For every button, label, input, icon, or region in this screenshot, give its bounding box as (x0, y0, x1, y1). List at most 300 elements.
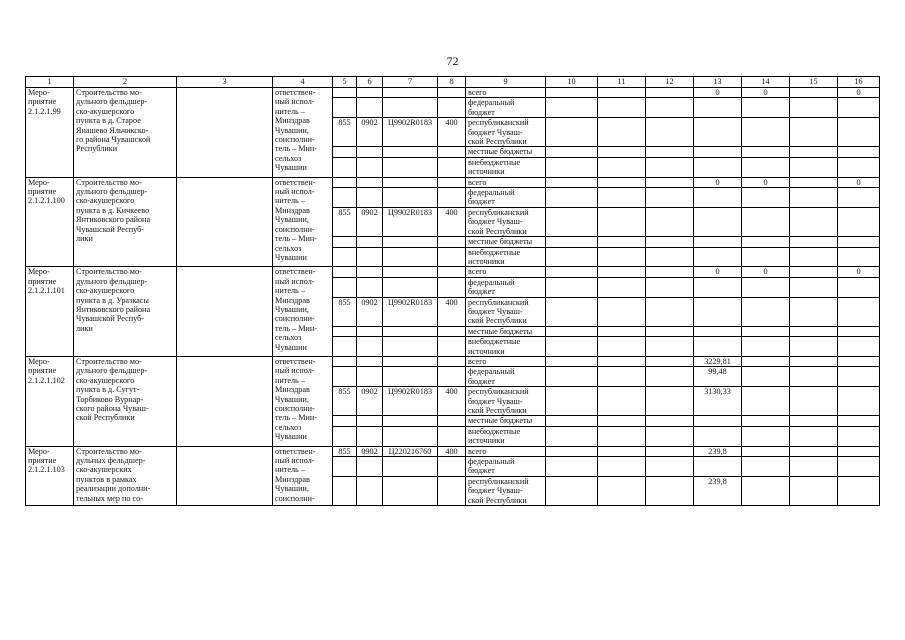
grbs-code (333, 147, 357, 157)
funding-source: всего (466, 177, 546, 187)
grbs-code: 855 (333, 446, 357, 456)
grbs-code (333, 157, 357, 177)
section-code (357, 337, 383, 357)
year-value (742, 188, 790, 208)
year-value (790, 457, 838, 477)
expense-group (438, 356, 466, 366)
year-value (742, 237, 790, 247)
target-article: Ц220216760 (383, 446, 438, 456)
year-value (646, 416, 694, 426)
year-value (646, 177, 694, 187)
year-value: 0 (694, 88, 742, 98)
year-value (790, 207, 838, 236)
section-code (357, 367, 383, 387)
year-value: 3229,81 (694, 356, 742, 366)
expense-group (438, 147, 466, 157)
section-code (357, 426, 383, 446)
year-value (598, 147, 646, 157)
year-value (598, 367, 646, 387)
year-value (694, 247, 742, 267)
year-value (838, 237, 880, 247)
year-value (646, 147, 694, 157)
year-value (790, 297, 838, 326)
year-value (694, 118, 742, 147)
measure-name: Строительство мо- дульного фельдшер- ско-акушерского пункта в д. Сугут- Торбиково Вурнар- ского района Чуваш- ской Республики (74, 356, 177, 446)
expense-group (438, 326, 466, 336)
year-value (742, 297, 790, 326)
year-value (790, 337, 838, 357)
grbs-code (333, 337, 357, 357)
year-value (598, 118, 646, 147)
grbs-code (333, 356, 357, 366)
section-code: 0902 (357, 446, 383, 456)
section-code (357, 356, 383, 366)
year-value: 0 (742, 177, 790, 187)
year-value (838, 356, 880, 366)
year-value (598, 416, 646, 426)
expense-group (438, 416, 466, 426)
year-value (546, 177, 598, 187)
column-3-cell (177, 446, 273, 505)
year-value (838, 247, 880, 267)
year-value (742, 98, 790, 118)
table-row (26, 446, 880, 456)
measure-code: Меро- приятие 2.1.2.1.101 (26, 267, 74, 357)
column-number-12: 12 (646, 77, 694, 88)
year-value (598, 356, 646, 366)
column-number-1: 1 (26, 77, 74, 88)
year-value (646, 446, 694, 456)
section-code (357, 237, 383, 247)
year-value (790, 157, 838, 177)
year-value (694, 297, 742, 326)
column-number-11: 11 (598, 77, 646, 88)
year-value (646, 98, 694, 118)
year-value (838, 426, 880, 446)
year-value (546, 207, 598, 236)
column-number-10: 10 (546, 77, 598, 88)
grbs-code (333, 247, 357, 267)
year-value (742, 426, 790, 446)
executor: ответствен- ный испол- нитель – Минздрав Чувашии, соисполни- тель – Мин- сельхоз Чувашии (273, 356, 333, 446)
year-value: 0 (742, 88, 790, 98)
year-value (790, 247, 838, 267)
year-value (546, 247, 598, 267)
grbs-code (333, 237, 357, 247)
executor: ответствен- ный испол- нитель – Минздрав Чувашии, соисполни- тель – Мин- сельхоз Чувашии (273, 267, 333, 357)
target-article (383, 147, 438, 157)
expense-group: 400 (438, 387, 466, 416)
funding-source: всего (466, 446, 546, 456)
year-value (694, 157, 742, 177)
funding-source: всего (466, 267, 546, 277)
year-value (694, 277, 742, 297)
target-article (383, 98, 438, 118)
expense-group (438, 98, 466, 118)
grbs-code (333, 367, 357, 387)
executor: ответствен- ный испол- нитель – Минздрав Чувашии, соисполни- (273, 446, 333, 505)
year-value (598, 237, 646, 247)
target-article: Ц9902R0183 (383, 207, 438, 236)
year-value (742, 416, 790, 426)
year-value (790, 387, 838, 416)
target-article (383, 457, 438, 477)
target-article (383, 356, 438, 366)
funding-source: всего (466, 88, 546, 98)
funding-source: федеральный бюджет (466, 367, 546, 387)
funding-source: федеральный бюджет (466, 98, 546, 118)
year-value (742, 367, 790, 387)
year-value (598, 207, 646, 236)
section-code: 0902 (357, 207, 383, 236)
target-article (383, 367, 438, 387)
year-value (646, 367, 694, 387)
year-value (546, 326, 598, 336)
grbs-code: 855 (333, 297, 357, 326)
target-article (383, 247, 438, 267)
year-value (838, 367, 880, 387)
year-value (546, 356, 598, 366)
year-value (646, 188, 694, 208)
column-number-14: 14 (742, 77, 790, 88)
year-value: 239,8 (694, 446, 742, 456)
target-article (383, 277, 438, 297)
year-value (598, 337, 646, 357)
year-value: 3130,33 (694, 387, 742, 416)
funding-source: федеральный бюджет (466, 457, 546, 477)
year-value (546, 188, 598, 208)
year-value (646, 237, 694, 247)
funding-source: внебюджетные источники (466, 426, 546, 446)
column-number-7: 7 (383, 77, 438, 88)
year-value (790, 367, 838, 387)
year-value (598, 177, 646, 187)
measure-name: Строительство мо- дульных фельдшер- ско-акушерских пунктов в рамках реализации дополни- тельных мер по со- (74, 446, 177, 505)
year-value (546, 367, 598, 387)
column-3-cell (177, 267, 273, 357)
year-value (546, 267, 598, 277)
column-number-15: 15 (790, 77, 838, 88)
expense-group: 400 (438, 297, 466, 326)
year-value (598, 277, 646, 297)
year-value (598, 387, 646, 416)
year-value (790, 177, 838, 187)
year-value (546, 157, 598, 177)
year-value (790, 326, 838, 336)
section-code (357, 157, 383, 177)
funding-source: республиканский бюджет Чуваш- ской Республики (466, 476, 546, 505)
column-number-3: 3 (177, 77, 273, 88)
year-value: 0 (742, 267, 790, 277)
section-code (357, 177, 383, 187)
table-row (26, 356, 880, 366)
grbs-code (333, 426, 357, 446)
year-value (598, 247, 646, 267)
year-value (838, 476, 880, 505)
year-value (598, 476, 646, 505)
year-value (838, 188, 880, 208)
year-value (646, 297, 694, 326)
section-code: 0902 (357, 118, 383, 147)
expense-group (438, 457, 466, 477)
year-value (646, 326, 694, 336)
funding-source: республиканский бюджет Чуваш- ской Республики (466, 118, 546, 147)
section-code (357, 326, 383, 336)
year-value (646, 207, 694, 236)
year-value (546, 118, 598, 147)
year-value (790, 88, 838, 98)
year-value (646, 247, 694, 267)
year-value (838, 446, 880, 456)
year-value (598, 426, 646, 446)
executor: ответствен- ный испол- нитель – Минздрав Чувашии, соисполни- тель – Мин- сельхоз Чувашии (273, 88, 333, 178)
year-value (546, 476, 598, 505)
funding-source: федеральный бюджет (466, 277, 546, 297)
target-article: Ц9902R0183 (383, 118, 438, 147)
column-number-13: 13 (694, 77, 742, 88)
expense-group (438, 476, 466, 505)
expense-group (438, 188, 466, 208)
grbs-code: 855 (333, 118, 357, 147)
year-value (598, 98, 646, 118)
year-value (838, 207, 880, 236)
year-value (790, 356, 838, 366)
target-article: Ц9902R0183 (383, 387, 438, 416)
target-article (383, 416, 438, 426)
year-value: 0 (838, 177, 880, 187)
section-code: 0902 (357, 387, 383, 416)
target-article (383, 157, 438, 177)
target-article (383, 177, 438, 187)
year-value (646, 387, 694, 416)
year-value (646, 457, 694, 477)
expense-group: 400 (438, 207, 466, 236)
section-code (357, 416, 383, 426)
year-value (790, 188, 838, 208)
column-number-9: 9 (466, 77, 546, 88)
grbs-code (333, 98, 357, 118)
table-row (26, 88, 880, 98)
grbs-code (333, 416, 357, 426)
year-value (838, 147, 880, 157)
grbs-code: 855 (333, 387, 357, 416)
year-value (546, 277, 598, 297)
grbs-code (333, 267, 357, 277)
table-row (26, 177, 880, 187)
expense-group (438, 277, 466, 297)
section-code (357, 98, 383, 118)
year-value (646, 426, 694, 446)
expense-group (438, 247, 466, 267)
year-value (838, 326, 880, 336)
year-value: 0 (694, 177, 742, 187)
year-value (790, 267, 838, 277)
measure-code: Меро- приятие 2.1.2.1.100 (26, 177, 74, 267)
section-code (357, 457, 383, 477)
year-value: 0 (838, 88, 880, 98)
target-article: Ц9902R0183 (383, 297, 438, 326)
year-value (742, 118, 790, 147)
year-value (838, 416, 880, 426)
target-article (383, 88, 438, 98)
funding-source: местные бюджеты (466, 416, 546, 426)
grbs-code: 855 (333, 207, 357, 236)
year-value (790, 426, 838, 446)
section-code (357, 88, 383, 98)
section-code (357, 267, 383, 277)
executor: ответствен- ный испол- нитель – Минздрав Чувашии, соисполни- тель – Мин- сельхоз Чувашии (273, 177, 333, 267)
year-value (742, 277, 790, 297)
grbs-code (333, 326, 357, 336)
year-value (790, 476, 838, 505)
column-3-cell (177, 356, 273, 446)
measure-name: Строительство мо- дульного фельдшер- ско-акушерского пункта в д. Кичкеево Янтиковского района Чувашской Респуб- лики (74, 177, 177, 267)
target-article (383, 476, 438, 505)
funding-source: республиканский бюджет Чуваш- ской Республики (466, 207, 546, 236)
section-code (357, 476, 383, 505)
year-value (646, 356, 694, 366)
year-value (694, 188, 742, 208)
year-value (598, 157, 646, 177)
expense-group (438, 337, 466, 357)
year-value (598, 446, 646, 456)
year-value (546, 426, 598, 446)
year-value (646, 267, 694, 277)
year-value (694, 326, 742, 336)
funding-source: местные бюджеты (466, 326, 546, 336)
table-row (26, 267, 880, 277)
section-code (357, 277, 383, 297)
year-value (742, 387, 790, 416)
year-value (598, 88, 646, 98)
page-number: 72 (446, 54, 459, 68)
year-value (838, 277, 880, 297)
funding-source: внебюджетные источники (466, 337, 546, 357)
section-code (357, 147, 383, 157)
column-number-4: 4 (273, 77, 333, 88)
grbs-code (333, 177, 357, 187)
grbs-code (333, 476, 357, 505)
funding-source: республиканский бюджет Чуваш- ской Республики (466, 387, 546, 416)
measure-code: Меро- приятие 2.1.2.1.102 (26, 356, 74, 446)
program-table (25, 76, 880, 506)
funding-source: внебюджетные источники (466, 247, 546, 267)
grbs-code (333, 88, 357, 98)
year-value (546, 387, 598, 416)
year-value (742, 457, 790, 477)
funding-source: местные бюджеты (466, 147, 546, 157)
column-number-row (26, 77, 880, 88)
year-value (694, 426, 742, 446)
year-value (646, 88, 694, 98)
year-value (546, 297, 598, 326)
expense-group (438, 267, 466, 277)
year-value (838, 457, 880, 477)
target-article (383, 267, 438, 277)
year-value (694, 207, 742, 236)
grbs-code (333, 277, 357, 297)
expense-group: 400 (438, 118, 466, 147)
funding-source: всего (466, 356, 546, 366)
year-value (598, 267, 646, 277)
year-value (546, 98, 598, 118)
year-value (646, 476, 694, 505)
target-article (383, 426, 438, 446)
grbs-code (333, 188, 357, 208)
expense-group (438, 177, 466, 187)
measure-name: Строительство мо- дульного фельдшер- ско-акушерского пункта в д. Старое Янашево Яльчикско- го района Чувашской Республики (74, 88, 177, 178)
target-article (383, 237, 438, 247)
year-value (838, 98, 880, 118)
column-number-8: 8 (438, 77, 466, 88)
year-value (546, 416, 598, 426)
year-value (646, 277, 694, 297)
grbs-code (333, 457, 357, 477)
section-code (357, 247, 383, 267)
target-article (383, 326, 438, 336)
year-value (790, 277, 838, 297)
year-value (598, 326, 646, 336)
year-value (694, 337, 742, 357)
column-3-cell (177, 88, 273, 178)
year-value (598, 297, 646, 326)
year-value (546, 446, 598, 456)
year-value (790, 446, 838, 456)
year-value (790, 118, 838, 147)
year-value (694, 98, 742, 118)
year-value (646, 337, 694, 357)
measure-code: Меро- приятие 2.1.2.1.103 (26, 446, 74, 505)
year-value (790, 416, 838, 426)
year-value (790, 237, 838, 247)
expense-group (438, 157, 466, 177)
year-value (598, 457, 646, 477)
year-value (838, 387, 880, 416)
measure-code: Меро- приятие 2.1.2.1.99 (26, 88, 74, 178)
expense-group (438, 367, 466, 387)
year-value (694, 457, 742, 477)
year-value (742, 207, 790, 236)
column-number-6: 6 (357, 77, 383, 88)
section-code (357, 188, 383, 208)
year-value (646, 118, 694, 147)
year-value (838, 157, 880, 177)
funding-source: местные бюджеты (466, 237, 546, 247)
year-value (646, 157, 694, 177)
year-value (598, 188, 646, 208)
funding-source: федеральный бюджет (466, 188, 546, 208)
expense-group (438, 426, 466, 446)
year-value: 0 (838, 267, 880, 277)
year-value (694, 237, 742, 247)
funding-source: республиканский бюджет Чуваш- ской Республики (466, 297, 546, 326)
year-value (742, 157, 790, 177)
year-value (546, 457, 598, 477)
year-value: 239,8 (694, 476, 742, 505)
year-value (694, 416, 742, 426)
expense-group (438, 88, 466, 98)
year-value (742, 356, 790, 366)
year-value (546, 147, 598, 157)
target-article (383, 337, 438, 357)
year-value: 0 (694, 267, 742, 277)
column-number-16: 16 (838, 77, 880, 88)
year-value (546, 237, 598, 247)
year-value (790, 98, 838, 118)
column-number-2: 2 (74, 77, 177, 88)
section-code: 0902 (357, 297, 383, 326)
year-value (546, 337, 598, 357)
